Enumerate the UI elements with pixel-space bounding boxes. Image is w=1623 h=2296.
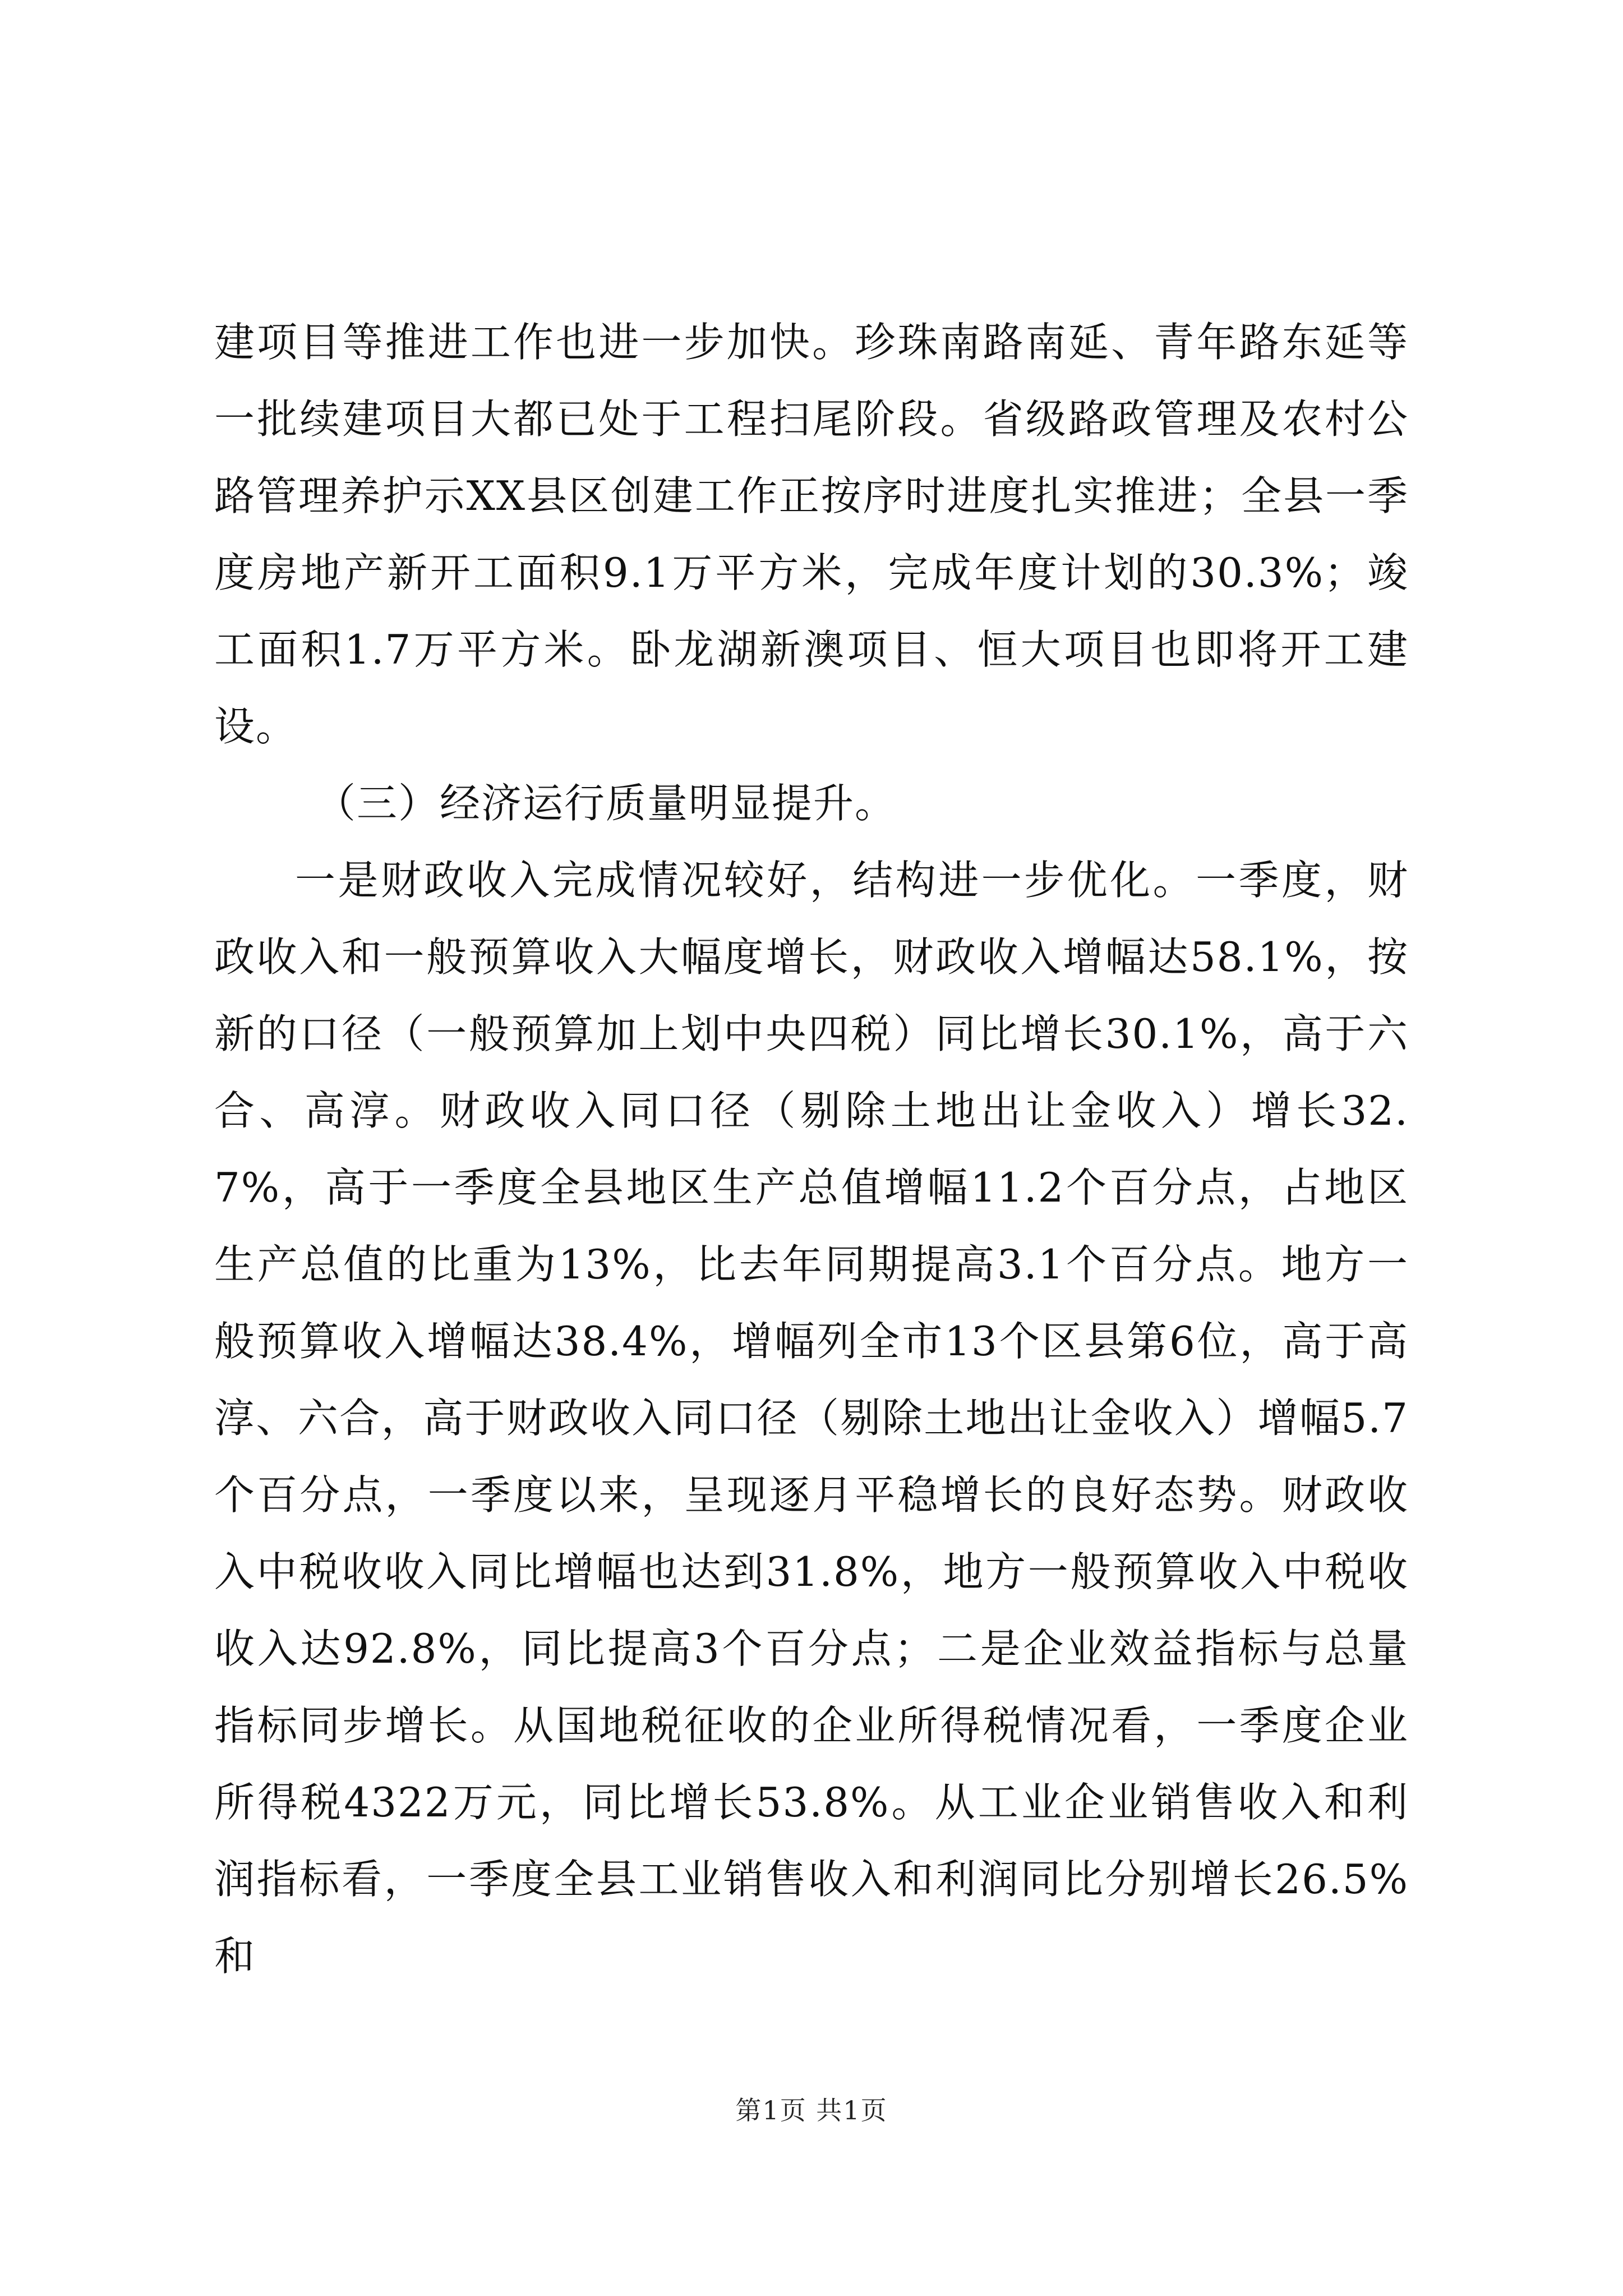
- section-heading: （三）经济运行质量明显提升。: [315, 780, 897, 827]
- paragraph-fiscal-revenue: 一是财政收入完成情况较好，结构进一步优化。一季度，财政收入和一般预算收入大幅度增长，财政收入增幅达58.1%，按新的口径（一般预算加上划中央四税）同比增长30.1%，高于六合、高淳。财政收入同口径（剔除土地出让金收入）增长32.7%，高于一季度全县地区生产总值增幅11.2个百分点，占地区生产总值的比重为13%，比去年同期提高3.1个百分点。地方一般预算收入增幅达38.4%，增幅列全市13个区县第6位，高于高淳、六合，高于财政收入同口径（剔除土地出让金收入）增幅5.7个百分点，一季度以来，呈现逐月平稳增长的良好态势。财政收入中税收收入同比增幅也达到31.8%，地方一般预算收入中税收收入达92.8%，同比提高3个百分点；二是企业效益指标与总量指标同步增长。从国地税征收的企业所得税情况看，一季度企业所得税4322万元，同比增长53.8%。从工业企业销售收入和利润指标看，一季度全县工业销售收入和利润同比分别增长26.5%和: [214, 857, 1409, 1980]
- page-footer: 第1页 共1页: [735, 2095, 888, 2125]
- paragraph-continued: 建项目等推进工作也进一步加快。珍珠南路南延、青年路东延等一批续建项目大都已处于工程扫尾阶段。省级路政管理及农村公路管理养护示XX县区创建工作正按序时进度扎实推进；全县一季度房地产新开工面积9.1万平方米，完成年度计划的30.3%；竣工面积1.7万平方米。卧龙湖新澳项目、恒大项目也即将开工建设。: [214, 319, 1409, 750]
- document-body: [214, 304, 1409, 1995]
